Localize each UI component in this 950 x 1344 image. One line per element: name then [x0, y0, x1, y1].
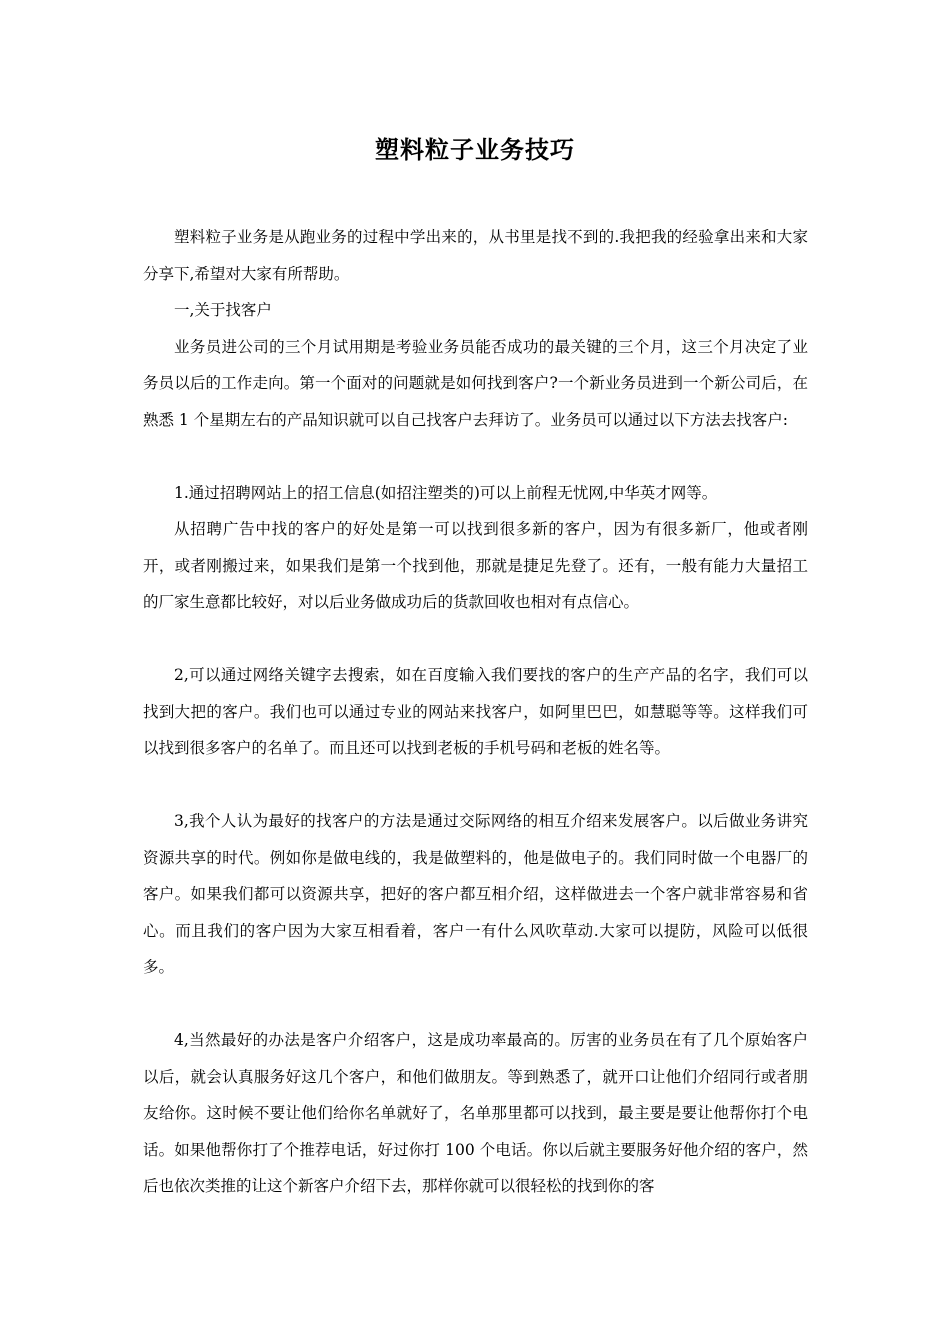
- method-1-paragraph: 从招聘广告中找的客户的好处是第一可以找到很多新的客户，因为有很多新厂，他或者刚开，或者刚搬过来，如果我们是第一个找到他，那就是捷足先登了。还有，一般有能力大量招工的厂家生意都比较好，对以后业务做成功后的货款回收也相对有点信心。: [143, 520, 808, 611]
- method-2-paragraph: 2,可以通过网络关键字去搜索，如在百度输入我们要找的客户的生产产品的名字，我们可以找到大把的客户。我们也可以通过专业的网站来找客户，如阿里巴巴，如慧聪等等。这样我们可以找到很多客户的名单了。而且还可以找到老板的手机号码和老板的姓名等。: [143, 666, 808, 757]
- method-1-heading: 1.通过招聘网站上的招工信息(如招注塑类的)可以上前程无忧网,中华英才网等。: [174, 483, 718, 502]
- paragraph-gap: [143, 621, 808, 658]
- paragraph-gap: [143, 438, 808, 475]
- trial-period-paragraph: 业务员进公司的三个月试用期是考验业务员能否成功的最关键的三个月，这三个月决定了业务员以后的工作走向。第一个面对的问题就是如何找到客户?一个新业务员进到一个新公司后，在熟悉 1 个星期左右的产品知识就可以自己找客户去拜访了。业务员可以通过以下方法去找客户:: [143, 337, 808, 429]
- section-heading-find-customers: 一,关于找客户: [174, 301, 272, 319]
- intro-paragraph: 塑料粒子业务是从跑业务的过程中学出来的，从书里是找不到的.我把我的经验拿出来和大家分享下,希望对大家有所帮助。: [143, 228, 808, 283]
- method-4-paragraph: 4,当然最好的办法是客户介绍客户，这是成功率最高的。厉害的业务员在有了几个原始客户以后，就会认真服务好这几个客户，和他们做朋友。等到熟悉了，就开口让他们介绍同行或者朋友给你。这时候不要让他们给你名单就好了，名单那里都可以找到，最主要是要让他帮你打个电话。如果他帮你打了个推荐电话，好过你打 100 个电话。你以后就主要服务好他介绍的客户，然后也依次类推的让这个新客户介绍下去，那样你就可以很轻松的找到你的客: [143, 1031, 808, 1195]
- document-body: [143, 219, 808, 1205]
- paragraph-gap: [143, 986, 808, 1023]
- method-3-paragraph: 3,我个人认为最好的找客户的方法是通过交际网络的相互介绍来发展客户。以后做业务讲究资源共享的时代。例如你是做电线的，我是做塑料的，他是做电子的。我们同时做一个电器厂的客户。如果我们都可以资源共享，把好的客户都互相介绍，这样做进去一个客户就非常容易和省心。而且我们的客户因为大家互相看着，客户一有什么风吹草动.大家可以提防，风险可以低很多。: [143, 812, 808, 976]
- document-title: 塑料粒子业务技巧: [375, 135, 575, 164]
- paragraph-gap: [143, 767, 808, 804]
